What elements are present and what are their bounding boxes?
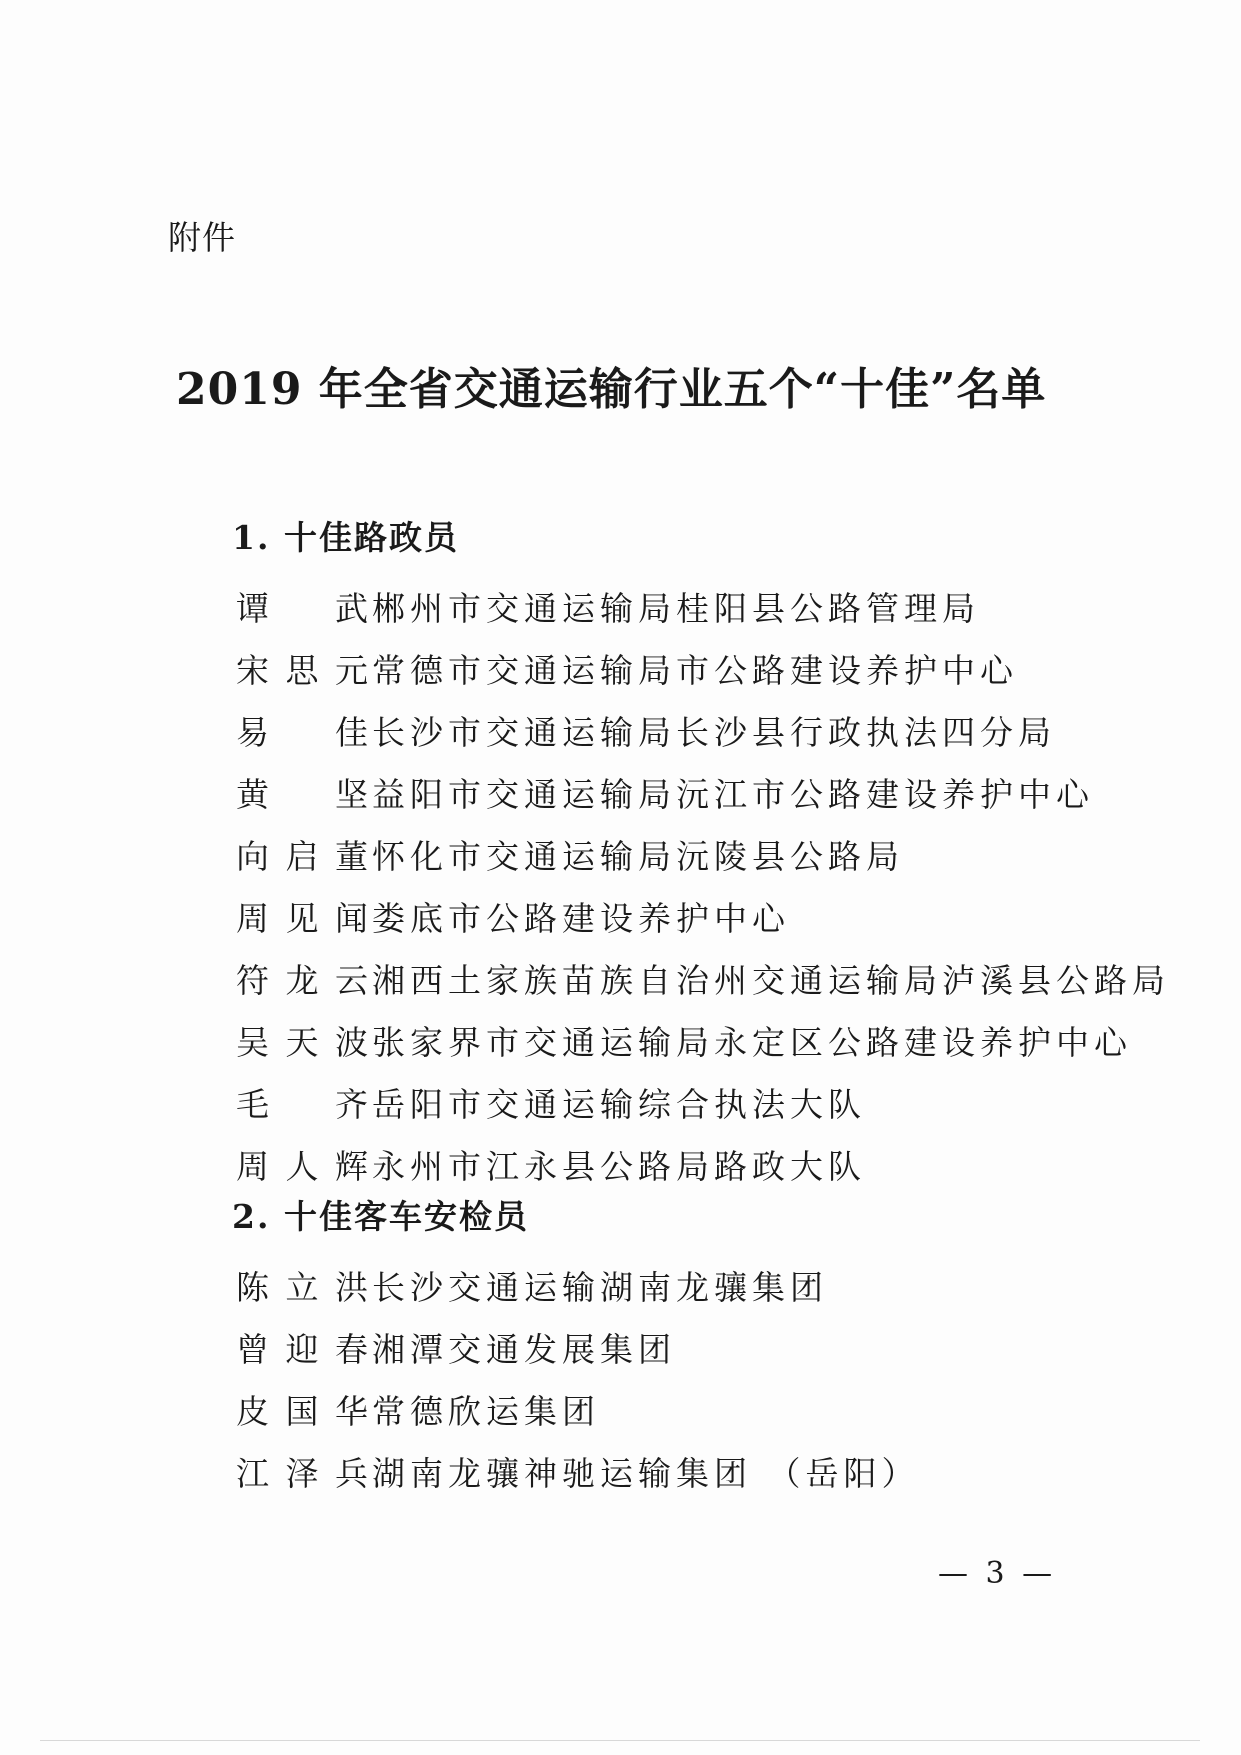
list-item	[236, 888, 790, 950]
section-heading-bus-safety-inspectors: 2. 十佳客车安检员	[232, 1197, 529, 1236]
list-item	[236, 702, 1056, 764]
entry-name: 周见闻	[236, 899, 370, 938]
entry-name: 黄 坚	[236, 775, 370, 814]
entry-name: 易 佳	[236, 713, 370, 752]
entry-name: 周人辉	[236, 1147, 370, 1186]
list-item	[236, 1136, 866, 1198]
entry-organization: 常德欣运集团	[372, 1392, 600, 1431]
document-title: 2019 年全省交通运输行业五个“十佳”名单	[176, 364, 1047, 415]
list-item	[236, 1012, 1132, 1074]
entry-name: 毛 齐	[236, 1085, 370, 1124]
list-item	[236, 578, 980, 640]
entry-organization: 怀化市交通运输局沅陵县公路局	[372, 837, 904, 876]
entry-organization: 岳阳市交通运输综合执法大队	[372, 1085, 866, 1124]
section-heading-road-administrators: 1. 十佳路政员	[232, 518, 459, 557]
list-item	[236, 826, 904, 888]
bus-safety-inspectors-list	[236, 1257, 920, 1505]
list-item	[236, 1319, 676, 1381]
entry-organization: 益阳市交通运输局沅江市公路建设养护中心	[372, 775, 1094, 814]
page-number: — 3 —	[938, 1556, 1057, 1591]
entry-organization: 永州市江永县公路局路政大队	[372, 1147, 866, 1186]
bottom-divider	[40, 1740, 1200, 1741]
list-item	[236, 640, 1018, 702]
entry-organization: 常德市交通运输局市公路建设养护中心	[372, 651, 1018, 690]
entry-name: 谭 武	[236, 589, 370, 628]
list-item	[236, 1074, 866, 1136]
entry-name: 陈立洪	[236, 1268, 370, 1307]
entry-name: 曾迎春	[236, 1330, 370, 1369]
entry-organization: 张家界市交通运输局永定区公路建设养护中心	[372, 1023, 1132, 1062]
list-item	[236, 764, 1094, 826]
entry-organization: 湘西土家族苗族自治州交通运输局泸溪县公路局	[372, 961, 1170, 1000]
entry-name: 皮国华	[236, 1392, 370, 1431]
attachment-label: 附件	[168, 218, 236, 257]
entry-name: 符龙云	[236, 961, 370, 1000]
list-item	[236, 1443, 920, 1505]
entry-name: 向启董	[236, 837, 370, 876]
entry-organization: 娄底市公路建设养护中心	[372, 899, 790, 938]
list-item	[236, 950, 1170, 1012]
entry-organization: 郴州市交通运输局桂阳县公路管理局	[372, 589, 980, 628]
list-item	[236, 1381, 600, 1443]
entry-organization: 长沙市交通运输局长沙县行政执法四分局	[372, 713, 1056, 752]
entry-organization: 长沙交通运输湖南龙骧集团	[372, 1268, 828, 1307]
road-administrators-list	[236, 578, 1170, 1198]
entry-name: 宋思元	[236, 651, 370, 690]
entry-name: 吴天波	[236, 1023, 370, 1062]
entry-organization: 湖南龙骧神驰运输集团 （岳阳）	[372, 1454, 920, 1493]
list-item	[236, 1257, 828, 1319]
entry-organization: 湘潭交通发展集团	[372, 1330, 676, 1369]
entry-name: 江泽兵	[236, 1454, 370, 1493]
